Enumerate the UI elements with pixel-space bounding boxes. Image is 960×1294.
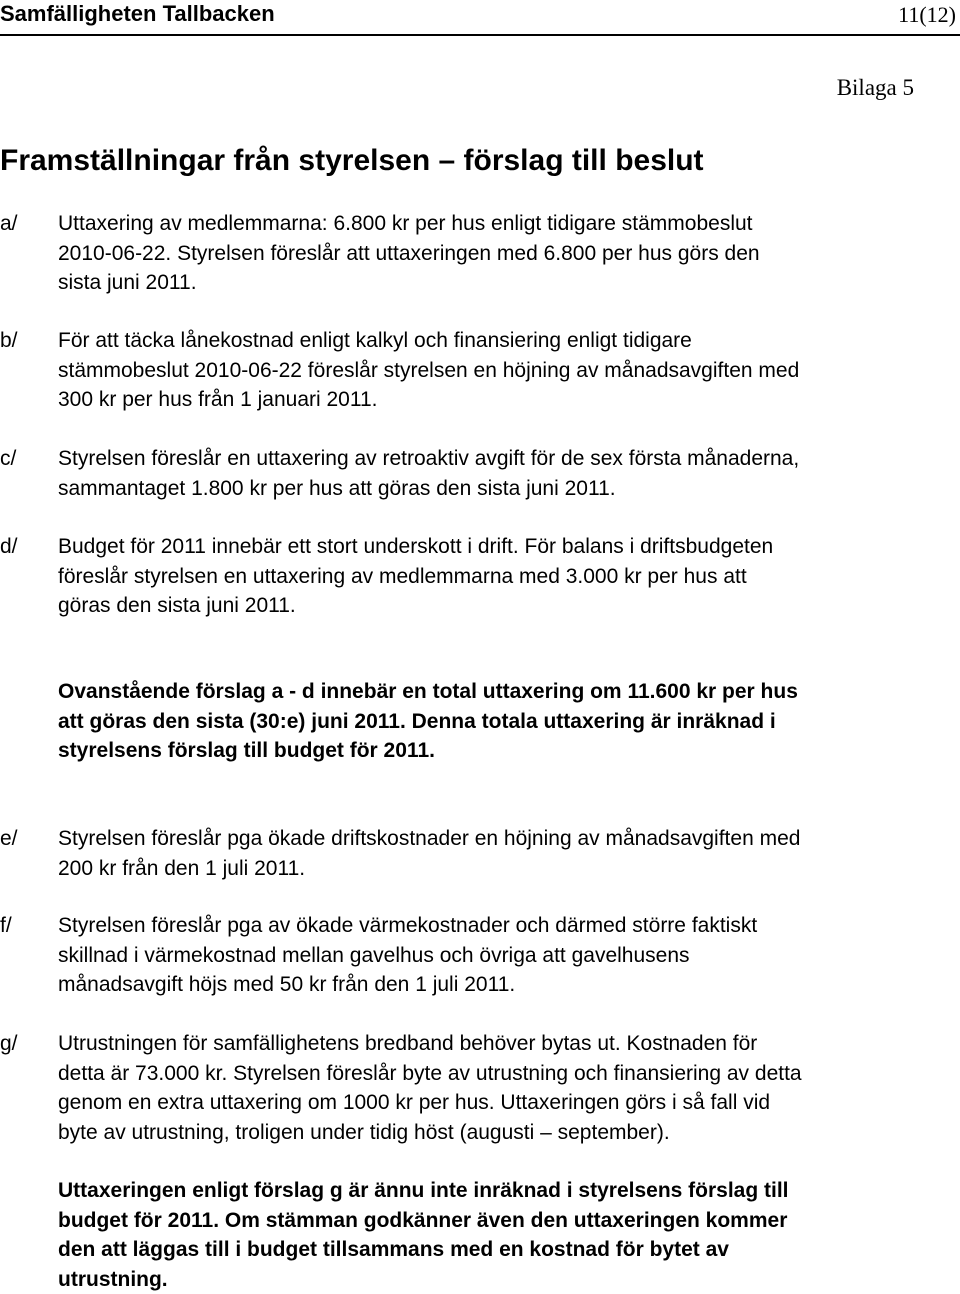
item-text: Styrelsen föreslår en uttaxering av retroaktiv avgift för de sex första månaderna, sammantaget 1.800 kr per hus att göras den sista juni 2011.: [58, 447, 800, 500]
page-number: 11(12): [898, 2, 956, 27]
item-text: Styrelsen föreslår pga av ökade värmekostnader och därmed större faktiskt skillnad i värmekostnad mellan gavelhus och övriga att gavelhusens månadsavgift höjs med 50 kr från den 1 juli 2011.: [58, 914, 758, 996]
organization-name: Samfälligheten Tallbacken: [0, 1, 275, 26]
item-label: b/: [0, 329, 18, 352]
item-text: Styrelsen föreslår pga ökade driftskostnader en höjning av månadsavgiften med 200 kr från den 1 juli 2011.: [58, 827, 801, 880]
item-label: e/: [0, 827, 18, 850]
item-label: d/: [0, 535, 18, 558]
page-title: Framställningar från styrelsen – förslag till beslut: [0, 144, 704, 177]
item-label: a/: [0, 212, 18, 235]
item-text: För att täcka lånekostnad enligt kalkyl och finansiering enligt tidigare stämmobeslut 2010-06-22 föreslår styrelsen en höjning av månadsavgiften med 300 kr per hus från 1 januari 2011.: [58, 329, 800, 411]
item-text: Utrustningen för samfällighetens bredband behöver bytas ut. Kostnaden för detta är 73.000 kr. Styrelsen föreslår byte av utrustning och finansiering av detta genom en extra uttaxering om 1000 kr per hus. Uttaxeringen görs i så fall vid byte av utrustning, troligen under tidig höst (augusti – september).: [58, 1032, 802, 1144]
summary-g-note: Uttaxeringen enligt förslag g är ännu inte inräknad i styrelsens förslag till budget för 2011. Om stämman godkänner även den uttaxeringen kommer den att läggas till i budget tillsammans med en kostnad för bytet av utrustning.: [58, 1179, 789, 1291]
header-divider: [0, 34, 960, 36]
item-label: f/: [0, 914, 12, 937]
appendix-label: Bilaga 5: [836, 75, 914, 100]
item-text: Uttaxering av medlemmarna: 6.800 kr per hus enligt tidigare stämmobeslut 2010-06-22. Styrelsen föreslår att uttaxeringen med 6.800 per hus görs den sista juni 2011.: [58, 212, 760, 294]
item-text: Budget för 2011 innebär ett stort underskott i drift. För balans i driftsbudgeten föreslår styrelsen en uttaxering av medlemmarna med 3.000 kr per hus att göras den sista juni 2011.: [58, 535, 774, 617]
item-label: g/: [0, 1032, 18, 1055]
item-label: c/: [0, 447, 17, 470]
summary-total-note: Ovanstående förslag a - d innebär en total uttaxering om 11.600 kr per hus att göras den sista (30:e) juni 2011. Denna totala uttaxering är inräknad i styrelsens förslag till budget för 2011.: [58, 680, 798, 762]
